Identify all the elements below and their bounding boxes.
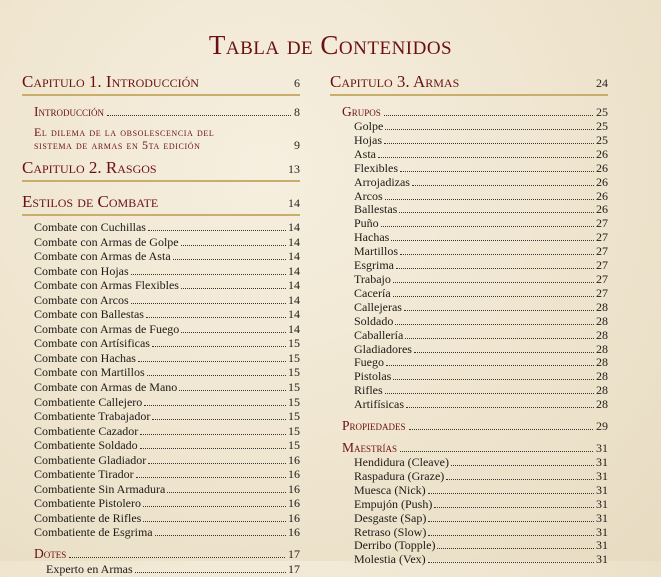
leader-dots [135,572,286,573]
leader-dots [391,240,594,241]
toc-entry-label: Golpe [354,119,384,133]
toc-entry-page: 15 [288,350,300,365]
maestrias-list [330,456,608,567]
toc-entry[interactable] [354,148,608,162]
toc-entry[interactable] [34,293,300,308]
toc-entry[interactable] [354,176,608,190]
chapter-3-heading[interactable] [330,72,608,96]
toc-entry[interactable] [34,307,300,322]
leader-dots [406,407,594,408]
toc-entry[interactable] [354,526,608,540]
toc-entry-label: Martillos [354,244,398,259]
section-label: Grupos [342,104,381,119]
toc-entry-page: 14 [288,220,300,234]
estilos-list [22,220,300,540]
toc-entry-page: 31 [596,468,608,483]
leader-dots [179,390,286,391]
toc-entry-page: 15 [288,365,300,380]
leader-dots [107,115,291,116]
toc-entry-label: Combate con Hojas [34,263,129,278]
toc-entry[interactable] [34,525,300,540]
toc-entry[interactable] [354,315,608,329]
toc-entry-label: Combate con Martillos [34,365,145,380]
section-label: Maestrías [342,440,398,456]
toc-entry[interactable] [34,264,300,279]
toc-entry[interactable] [46,562,300,577]
toc-entry[interactable] [354,398,608,412]
toc-entry-label: Artifísicas [354,397,404,412]
leader-dots [181,288,286,289]
toc-entry-page: 31 [596,552,608,567]
toc-entry-page: 15 [288,380,300,395]
toc-entry-label: Combatiente de Rifles [34,510,142,525]
toc-entry-page: 28 [596,369,608,384]
toc-entry-label: Pistolas [354,369,392,384]
page-title: Tabla de Contenidos [208,30,453,60]
section-dotes[interactable] [34,546,300,562]
toc-entry[interactable] [354,190,608,204]
leader-dots [412,185,594,186]
toc-entry-page: 15 [288,423,300,438]
leader-dots [136,477,286,478]
toc-entry-label: Combate con Cuchillas [34,220,146,234]
leader-dots [144,405,286,406]
toc-entry[interactable] [34,511,300,526]
dotes-list [22,562,300,577]
toc-entry-label: Combate con Armas de Mano [34,380,178,395]
leader-dots [446,479,594,480]
toc-right-column [330,72,608,567]
toc-entry-label: Soldado [354,313,394,328]
toc-entry[interactable] [34,220,300,235]
section-page: 29 [596,419,608,434]
chapter-page: 24 [596,76,608,90]
toc-entry-page: 16 [288,510,300,525]
section-introduccion[interactable] [34,104,300,120]
leader-dots [131,274,286,275]
section-label: Dotes [34,546,67,562]
toc-entry-label: Empujón (Push) [354,496,433,511]
toc-entry[interactable] [354,273,608,287]
toc-entry[interactable] [34,380,300,395]
toc-entry-label: Experto en Armas [46,562,133,577]
leader-dots [181,245,286,246]
toc-entry[interactable] [34,496,300,511]
toc-entry-page: 25 [596,119,608,133]
toc-entry-label: Combatiente Cazador [34,423,139,438]
leader-dots [393,379,594,380]
chapter-1-heading[interactable] [22,72,300,96]
toc-entry-page: 16 [288,525,300,540]
leader-dots [393,282,594,283]
toc-entry-page: 31 [596,455,608,470]
toc-entry-label: Puño [354,216,379,231]
leader-dots [434,507,594,508]
toc-entry[interactable] [354,120,608,134]
toc-entry[interactable] [354,231,608,245]
toc-entry-label: Fuego [354,355,384,370]
chapter-2-heading[interactable] [22,158,300,182]
leader-dots [143,506,286,507]
toc-entry-page: 26 [596,174,608,189]
leader-dots [405,338,594,339]
toc-entry-label: Asta [354,146,376,161]
toc-entry[interactable] [34,482,300,497]
leader-dots [428,493,594,494]
leader-dots [400,171,594,172]
toc-entry[interactable] [354,512,608,526]
section-label: Introducción [34,104,104,119]
toc-entry-page: 26 [596,146,608,161]
leader-dots [152,419,286,420]
toc-entry-page: 27 [596,216,608,231]
toc-entry[interactable] [354,162,608,176]
toc-entry-page: 14 [288,234,300,249]
leader-dots [131,303,286,304]
toc-entry[interactable] [354,329,608,343]
toc-entry[interactable] [34,235,300,250]
toc-entry-page: 16 [288,467,300,482]
toc-entry-page: 26 [596,160,608,175]
toc-entry[interactable] [354,203,608,217]
section-page: 17 [288,547,300,562]
toc-entry-page: 31 [596,496,608,511]
section-page: 8 [294,105,300,119]
toc-entry[interactable] [34,249,300,264]
leader-dots [385,393,594,394]
section-page: 25 [596,105,608,119]
toc-entry-page: 14 [288,263,300,278]
leader-dots [146,317,286,318]
toc-entry[interactable] [354,470,608,484]
toc-entry-label: Combate con Ballestas [34,307,144,322]
toc-entry[interactable] [354,539,608,553]
leader-dots [409,429,593,430]
chapter-page: 13 [288,162,300,176]
toc-entry-label: Retraso (Slow) [354,524,427,539]
toc-entry-page: 16 [288,452,300,467]
leader-dots [404,310,594,311]
toc-entry[interactable] [354,384,608,398]
toc-entry-label: Gladiadores [354,341,412,356]
toc-entry-page: 26 [596,188,608,203]
toc-entry-label: Callejeras [354,299,402,314]
toc-entry[interactable] [354,356,608,370]
toc-entry[interactable] [34,351,300,366]
toc-entry-label: Combate con Arcos [34,292,129,307]
toc-entry-page: 14 [288,249,300,264]
section-page: 31 [596,441,608,456]
leader-dots [140,434,286,435]
toc-entry-label: Raspadura (Graze) [354,468,445,483]
toc-entry-page: 28 [596,341,608,356]
toc-entry-page: 31 [596,510,608,525]
toc-entry-page: 27 [596,258,608,273]
toc-entry-label: Combatiente Soldado [34,438,138,453]
toc-entry-label: Combate con Artísificas [34,336,150,351]
toc-entry[interactable] [354,301,608,315]
toc-entry[interactable] [354,343,608,357]
toc-entry[interactable] [34,322,300,337]
leader-dots [152,346,286,347]
toc-entry-label: Combatiente Tirador [34,467,134,482]
toc-entry-page: 14 [288,278,300,293]
toc-entry[interactable] [354,370,608,384]
section-page: 14 [288,196,300,210]
estilos-heading[interactable] [22,192,300,216]
toc-entry-label: Hojas [354,132,382,147]
toc-entry-page: 27 [596,230,608,245]
toc-entry[interactable] [354,456,608,470]
toc-entry-label: Esgrima [354,258,394,273]
section-label: Propiedades [342,418,406,434]
toc-entry-page: 31 [596,538,608,553]
leader-dots [148,230,286,231]
leader-dots [414,352,594,353]
toc-entry-page: 27 [596,244,608,259]
leader-dots [451,465,594,466]
toc-entry-page: 15 [288,438,300,453]
toc-entry[interactable] [354,287,608,301]
toc-entry-label: Combate con Armas de Asta [34,249,171,264]
toc-entry-label: Combate con Armas de Golpe [34,234,179,249]
toc-entry-label: Combate con Hachas [34,350,136,365]
section-label-line2: sistema de armas en 5ta edición [34,138,201,152]
toc-entry-label: Combatiente Callejero [34,394,143,409]
toc-entry-page: 14 [288,292,300,307]
toc-entry-label: Combatiente Gladiador [34,452,147,467]
toc-entry-page: 28 [596,313,608,328]
section-page: 9 [294,138,300,152]
section-maestrias[interactable] [342,440,608,456]
section-label: Estilos de Combate [22,192,159,211]
toc-entry-page: 15 [288,394,300,409]
leader-dots [384,143,594,144]
leader-dots [400,254,594,255]
toc-entry[interactable] [34,365,300,380]
toc-entry-page: 28 [596,299,608,314]
toc-entry-label: Arcos [354,188,383,203]
toc-entry-page: 31 [596,524,608,539]
toc-entry-page: 16 [288,481,300,496]
toc-entry-label: Arrojadizas [354,174,410,189]
section-dilema[interactable] [34,126,300,152]
toc-entry-label: Ballestas [354,202,398,217]
toc-entry-page: 15 [288,409,300,424]
leader-dots [396,268,594,269]
leader-dots [385,129,594,130]
toc-entry[interactable] [34,467,300,482]
toc-entry[interactable] [354,134,608,148]
leader-dots [147,375,286,376]
toc-entry-label: Combatiente de Esgrima [34,525,153,540]
toc-entry[interactable] [34,395,300,410]
leader-dots [143,521,286,522]
leader-dots [173,259,286,260]
toc-entry[interactable] [34,278,300,293]
toc-entry-page: 28 [596,327,608,342]
toc-entry[interactable] [34,336,300,351]
toc-entry-page: 16 [288,496,300,511]
leader-dots [393,296,594,297]
toc-left-column [22,72,300,577]
leader-dots [155,535,286,536]
toc-entry-page: 31 [596,482,608,497]
toc-entry-label: Derribo (Topple) [354,538,436,553]
leader-dots [181,332,286,333]
toc-entry[interactable] [354,553,608,567]
toc-entry-label: Desgaste (Sap) [354,510,427,525]
toc-entry-page: 14 [288,307,300,322]
leader-dots [428,521,594,522]
toc-entry[interactable] [34,409,300,424]
toc-entry-page: 27 [596,285,608,300]
toc-entry-label: Combatiente Pistolero [34,496,141,511]
toc-entry-label: Combatiente Sin Armadura [34,481,166,496]
leader-dots [140,448,286,449]
toc-entry-label: Combate con Armas Flexibles [34,278,179,293]
toc-entry[interactable] [354,245,608,259]
toc-entry[interactable] [354,498,608,512]
toc-entry-label: Cacería [354,285,391,300]
toc-entry[interactable] [34,424,300,439]
toc-entry-label: Hachas [354,230,390,245]
leader-dots [167,492,286,493]
toc-entry[interactable] [354,217,608,231]
leader-dots [437,548,594,549]
toc-entry-page: 28 [596,383,608,398]
toc-entry-label: Trabajo [354,271,391,286]
section-grupos[interactable] [342,104,608,120]
toc-entry-page: 26 [596,202,608,217]
toc-entry[interactable] [34,453,300,468]
toc-entry-label: Caballería [354,327,404,342]
leader-dots [69,557,285,558]
toc-entry[interactable] [34,438,300,453]
toc-entry[interactable] [354,484,608,498]
toc-entry-page: 28 [596,397,608,412]
leader-dots [386,365,594,366]
leader-dots [384,115,593,116]
chapter-label: Capitulo 1. Introducción [22,72,199,91]
toc-entry-page: 17 [288,562,300,577]
toc-entry-label: Flexibles [354,160,398,175]
chapter-page: 6 [294,76,300,90]
section-label-line1: El dilema de la obsolescencia del [34,125,215,139]
toc-entry-page: 14 [288,321,300,336]
leader-dots [428,535,594,536]
leader-dots [381,226,594,227]
leader-dots [400,451,593,452]
toc-entry[interactable] [354,259,608,273]
leader-dots [148,463,286,464]
toc-entry-label: Molestia (Vex) [354,552,426,567]
toc-entry-label: Combatiente Trabajador [34,409,151,424]
leader-dots [395,324,594,325]
toc-entry-page: 27 [596,271,608,286]
toc-entry-label: Muesca (Nick) [354,482,426,497]
grupos-list [330,120,608,412]
chapter-label: Capitulo 3. Armas [330,72,460,91]
toc-entry-page: 25 [596,132,608,147]
leader-dots [428,562,594,563]
toc-entry-page: 15 [288,336,300,351]
leader-dots [138,361,286,362]
leader-dots [378,157,594,158]
chapter-label: Capitulo 2. Rasgos [22,158,157,177]
section-propiedades[interactable] [342,418,608,434]
toc-entry-label: Combate con Armas de Fuego [34,321,180,336]
leader-dots [399,212,594,213]
toc-entry-label: Hendidura (Cleave) [354,455,449,470]
toc-entry-label: Rifles [354,383,383,398]
toc-entry-page: 28 [596,355,608,370]
leader-dots [385,199,594,200]
